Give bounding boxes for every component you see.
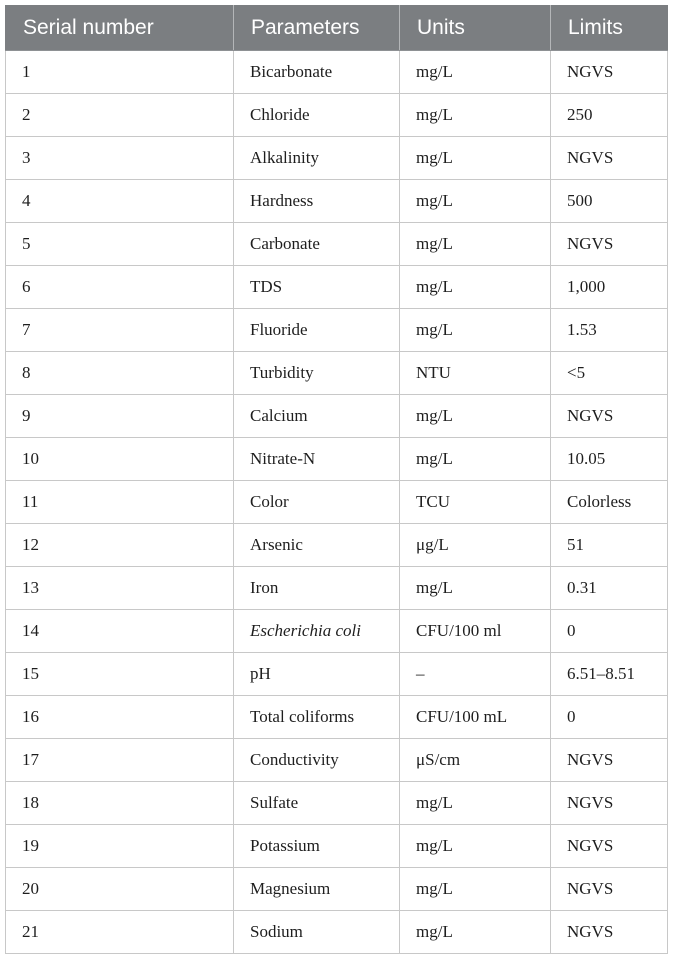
cell-serial-number: 1 [6,51,234,94]
cell-serial-number: 19 [6,825,234,868]
cell-serial-number: 15 [6,653,234,696]
cell-parameter: Turbidity [234,352,400,395]
cell-limit: 0.31 [551,567,668,610]
cell-serial-number: 12 [6,524,234,567]
cell-limit: NGVS [551,911,668,954]
cell-units: – [400,653,551,696]
cell-limit: NGVS [551,51,668,94]
cell-parameter: Conductivity [234,739,400,782]
cell-serial-number: 4 [6,180,234,223]
cell-limit: 6.51–8.51 [551,653,668,696]
cell-units: mg/L [400,309,551,352]
cell-serial-number: 21 [6,911,234,954]
cell-parameter: Sodium [234,911,400,954]
cell-limit: 0 [551,610,668,653]
table-row [6,782,668,825]
table-row [6,868,668,911]
cell-parameter: Calcium [234,395,400,438]
cell-parameter: Arsenic [234,524,400,567]
cell-limit: <5 [551,352,668,395]
cell-serial-number: 16 [6,696,234,739]
table-row [6,395,668,438]
cell-units: mg/L [400,137,551,180]
table-row [6,137,668,180]
cell-units: mg/L [400,395,551,438]
table-row [6,696,668,739]
table-row [6,352,668,395]
cell-limit: NGVS [551,868,668,911]
table-row [6,653,668,696]
table-row [6,180,668,223]
cell-limit: NGVS [551,395,668,438]
cell-units: mg/L [400,782,551,825]
cell-parameter: Nitrate-N [234,438,400,481]
parameters-table [5,5,668,954]
cell-parameter: Sulfate [234,782,400,825]
cell-limit: NGVS [551,223,668,266]
cell-units: CFU/100 ml [400,610,551,653]
table-row [6,739,668,782]
cell-parameter: Magnesium [234,868,400,911]
cell-limit: 500 [551,180,668,223]
table-row [6,567,668,610]
cell-parameter: Escherichia coli [234,610,400,653]
cell-serial-number: 9 [6,395,234,438]
table-row [6,51,668,94]
cell-serial-number: 2 [6,94,234,137]
table-row [6,825,668,868]
cell-units: mg/L [400,567,551,610]
cell-serial-number: 7 [6,309,234,352]
cell-limit: NGVS [551,782,668,825]
cell-serial-number: 8 [6,352,234,395]
cell-units: mg/L [400,94,551,137]
cell-limit: 1,000 [551,266,668,309]
cell-units: mg/L [400,51,551,94]
table-row [6,94,668,137]
cell-limit: 0 [551,696,668,739]
cell-units: mg/L [400,438,551,481]
cell-limit: NGVS [551,739,668,782]
cell-units: mg/L [400,825,551,868]
cell-units: μS/cm [400,739,551,782]
cell-serial-number: 5 [6,223,234,266]
table-body [6,51,668,954]
table-row [6,309,668,352]
header-limits: Limits [551,5,668,51]
cell-serial-number: 17 [6,739,234,782]
header-parameters: Parameters [234,5,400,51]
cell-parameter: Fluoride [234,309,400,352]
cell-parameter: Iron [234,567,400,610]
cell-parameter: Carbonate [234,223,400,266]
cell-limit: 51 [551,524,668,567]
cell-units: μg/L [400,524,551,567]
cell-units: NTU [400,352,551,395]
header-row [6,5,668,51]
cell-parameter: Color [234,481,400,524]
table-header [6,5,668,51]
table-row [6,438,668,481]
cell-parameter: Potassium [234,825,400,868]
cell-units: mg/L [400,911,551,954]
cell-parameter: Total coliforms [234,696,400,739]
cell-serial-number: 3 [6,137,234,180]
table-row [6,223,668,266]
cell-parameter: TDS [234,266,400,309]
cell-limit: NGVS [551,137,668,180]
cell-limit: Colorless [551,481,668,524]
cell-parameter: Alkalinity [234,137,400,180]
cell-limit: 250 [551,94,668,137]
cell-parameter: Chloride [234,94,400,137]
cell-limit: 1.53 [551,309,668,352]
cell-parameter: Hardness [234,180,400,223]
cell-serial-number: 13 [6,567,234,610]
cell-units: mg/L [400,180,551,223]
table-row [6,266,668,309]
cell-units: mg/L [400,223,551,266]
cell-limit: NGVS [551,825,668,868]
table-container [5,5,667,954]
cell-parameter: Bicarbonate [234,51,400,94]
cell-units: TCU [400,481,551,524]
cell-serial-number: 11 [6,481,234,524]
cell-limit: 10.05 [551,438,668,481]
cell-serial-number: 18 [6,782,234,825]
table-row [6,610,668,653]
cell-serial-number: 6 [6,266,234,309]
header-units: Units [400,5,551,51]
cell-serial-number: 20 [6,868,234,911]
cell-units: mg/L [400,868,551,911]
header-serial-number: Serial number [6,5,234,51]
table-row [6,911,668,954]
cell-units: CFU/100 mL [400,696,551,739]
table-row [6,481,668,524]
cell-serial-number: 14 [6,610,234,653]
cell-parameter: pH [234,653,400,696]
table-row [6,524,668,567]
cell-serial-number: 10 [6,438,234,481]
cell-units: mg/L [400,266,551,309]
